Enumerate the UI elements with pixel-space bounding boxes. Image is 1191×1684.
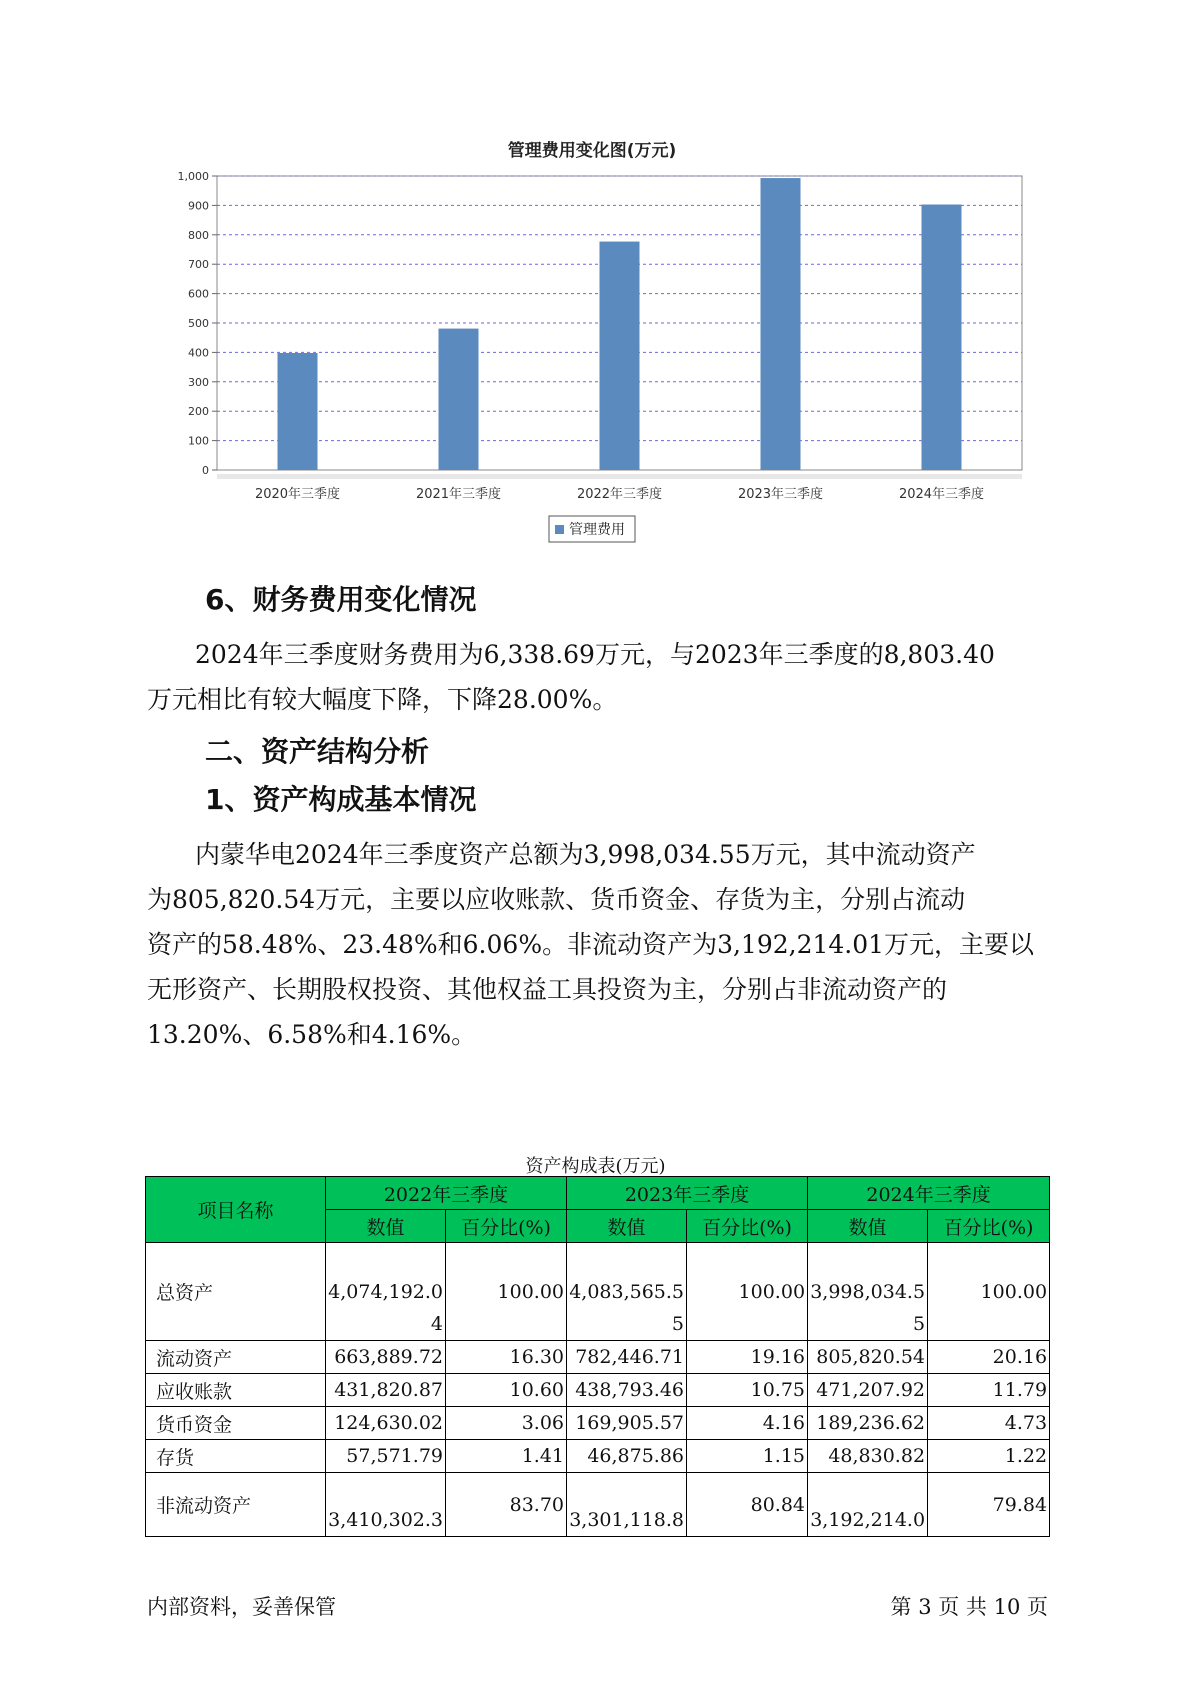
y-tick-label: 400 <box>188 346 209 360</box>
cell-percent: 100.00 <box>687 1243 808 1341</box>
cell-percent: 4.73 <box>928 1407 1050 1440</box>
cell-value: 805,820.54 <box>808 1341 928 1374</box>
header-year: 2022年三季度 <box>326 1177 567 1210</box>
cell-value: 4,083,565.55 <box>567 1243 687 1341</box>
cell-value: 57,571.79 <box>326 1440 446 1473</box>
header-percent: 百分比(%) <box>446 1210 567 1243</box>
cell-percent: 83.70 <box>446 1473 567 1537</box>
cell-percent: 4.16 <box>687 1407 808 1440</box>
y-tick-label: 900 <box>188 199 209 213</box>
row-name: 货币资金 <box>146 1407 326 1440</box>
header-value: 数值 <box>326 1210 446 1243</box>
cell-value: 431,820.87 <box>326 1374 446 1407</box>
chart-title: 管理费用变化图(万元) <box>507 141 677 161</box>
table-row <box>146 1374 1050 1407</box>
bar <box>439 329 479 470</box>
section1-paragraph <box>147 832 1047 1057</box>
y-tick-label: 0 <box>202 464 209 477</box>
legend-label: 管理费用 <box>569 522 625 538</box>
footer-confidential: 内部资料，妥善保管 <box>147 1595 336 1619</box>
cell-percent: 1.41 <box>446 1440 567 1473</box>
expense-bar-chart <box>150 135 1030 595</box>
header-item-name: 项目名称 <box>146 1177 326 1243</box>
x-tick-label: 2020年三季度 <box>254 487 341 502</box>
header-value: 数值 <box>567 1210 687 1243</box>
table-row <box>146 1440 1050 1473</box>
bar <box>761 178 801 470</box>
y-tick-label: 100 <box>188 434 209 448</box>
section6-paragraph <box>147 632 1047 722</box>
paragraph-line: 内蒙华电2024年三季度资产总额为3,998,034.55万元，其中流动资产 <box>195 840 976 869</box>
section-two-heading: 二、资产结构分析 <box>205 735 430 768</box>
cell-percent: 3.06 <box>446 1407 567 1440</box>
header-year: 2023年三季度 <box>567 1177 808 1210</box>
y-tick-label: 800 <box>188 228 209 242</box>
paragraph-line: 13.20%、6.58%和4.16%。 <box>147 1020 477 1049</box>
header-percent: 百分比(%) <box>687 1210 808 1243</box>
legend-swatch <box>555 525 564 534</box>
cell-percent: 1.15 <box>687 1440 808 1473</box>
asset-structure-table <box>145 1176 1050 1537</box>
header-year: 2024年三季度 <box>808 1177 1050 1210</box>
cell-value: 169,905.57 <box>567 1407 687 1440</box>
table-row <box>146 1473 1050 1537</box>
y-tick-label: 600 <box>188 287 209 301</box>
chart-svg <box>150 135 1030 595</box>
bar <box>278 353 318 470</box>
cell-percent: 79.84 <box>928 1473 1050 1537</box>
cell-value: 3,998,034.55 <box>808 1243 928 1341</box>
row-name: 应收账款 <box>146 1374 326 1407</box>
y-tick-label: 500 <box>188 317 209 330</box>
row-name: 流动资产 <box>146 1341 326 1374</box>
cell-value: 46,875.86 <box>567 1440 687 1473</box>
cell-percent: 100.00 <box>446 1243 567 1341</box>
row-name: 总资产 <box>146 1243 326 1341</box>
cell-percent: 10.75 <box>687 1374 808 1407</box>
cell-value: 663,889.72 <box>326 1341 446 1374</box>
cell-value: 189,236.62 <box>808 1407 928 1440</box>
footer-page-number: 第 3 页 共 10 页 <box>890 1595 1048 1619</box>
header-value: 数值 <box>808 1210 928 1243</box>
bar <box>922 205 962 470</box>
y-tick-label: 1,000 <box>177 170 209 183</box>
x-tick-label: 2021年三季度 <box>415 487 502 502</box>
cell-percent: 80.84 <box>687 1473 808 1537</box>
row-name: 存货 <box>146 1440 326 1473</box>
row-name: 非流动资产 <box>146 1473 326 1537</box>
paragraph-line: 无形资产、长期股权投资、其他权益工具投资为主，分别占非流动资产的 <box>147 975 948 1004</box>
cell-percent: 20.16 <box>928 1341 1050 1374</box>
section6-heading: 6、财务费用变化情况 <box>205 583 477 616</box>
cell-value: 782,446.71 <box>567 1341 687 1374</box>
x-tick-label: 2024年三季度 <box>898 487 985 502</box>
cell-percent: 1.22 <box>928 1440 1050 1473</box>
cell-value: 3,410,302.3 <box>326 1473 446 1537</box>
cell-value: 438,793.46 <box>567 1374 687 1407</box>
cell-percent: 100.00 <box>928 1243 1050 1341</box>
cell-value: 3,301,118.8 <box>567 1473 687 1537</box>
cell-percent: 11.79 <box>928 1374 1050 1407</box>
header-percent: 百分比(%) <box>928 1210 1050 1243</box>
y-tick-label: 700 <box>188 258 209 272</box>
cell-value: 3,192,214.0 <box>808 1473 928 1537</box>
cell-value: 124,630.02 <box>326 1407 446 1440</box>
table-row <box>146 1243 1050 1341</box>
x-axis-band <box>217 474 1022 479</box>
y-tick-label: 300 <box>188 375 209 389</box>
paragraph-line: 资产的58.48%、23.48%和6.06%。非流动资产为3,192,214.01万元，主要以 <box>147 930 1035 959</box>
table-title: 资产构成表(万元) <box>525 1156 666 1177</box>
paragraph-line: 万元相比有较大幅度下降，下降28.00%。 <box>147 685 618 714</box>
cell-percent: 10.60 <box>446 1374 567 1407</box>
cell-value: 48,830.82 <box>808 1440 928 1473</box>
x-tick-label: 2022年三季度 <box>576 487 663 502</box>
paragraph-line: 2024年三季度财务费用为6,338.69万元，与2023年三季度的8,803.40 <box>195 640 995 669</box>
section1-heading: 1、资产构成基本情况 <box>205 783 477 816</box>
table-row <box>146 1407 1050 1440</box>
paragraph-line: 为805,820.54万元，主要以应收账款、货币资金、存货为主，分别占流动 <box>147 885 966 914</box>
table-row <box>146 1341 1050 1374</box>
x-tick-label: 2023年三季度 <box>737 487 824 502</box>
bar <box>600 242 640 470</box>
cell-percent: 19.16 <box>687 1341 808 1374</box>
cell-percent: 16.30 <box>446 1341 567 1374</box>
y-tick-label: 200 <box>188 405 209 419</box>
cell-value: 471,207.92 <box>808 1374 928 1407</box>
cell-value: 4,074,192.04 <box>326 1243 446 1341</box>
